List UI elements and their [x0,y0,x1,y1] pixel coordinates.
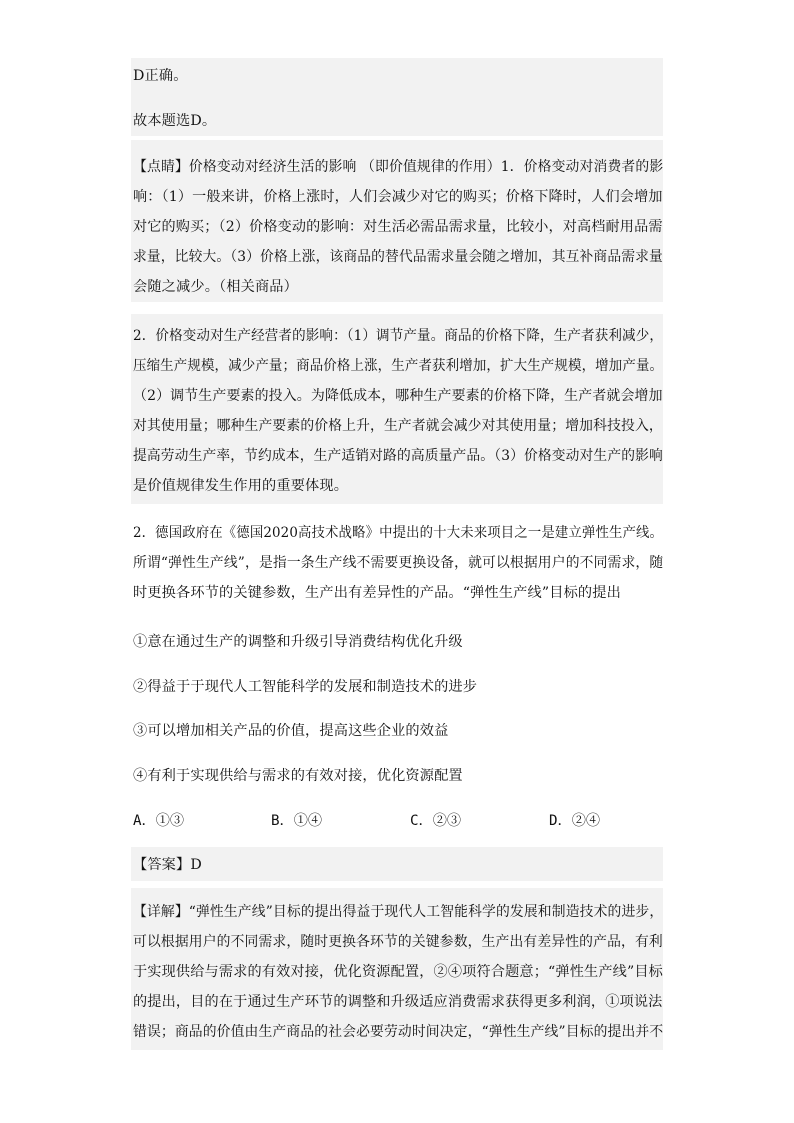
note-line: 【点睛】价格变动对经济生活的影响 （即价值规律的作用）1．价格变动对消费者的影 [133,159,664,175]
explanation-line: 故本题选D。 [133,113,217,129]
statement-3: ③可以增加相关产品的价值，提高这些企业的效益 [133,723,449,739]
statement-1: ①意在通过生产的调整和升级引导消费结构优化升级 [133,634,463,650]
detail-line: 的提出，目的在于通过生产环节的调整和升级适应消费需求获得更多利润，①项说法 [133,994,663,1010]
statement-2: ②得益于于现代人工智能科学的发展和制造技术的进步 [133,679,478,695]
option-b: B．①④ [271,813,323,829]
explanation-line: D正确。 [133,68,188,84]
detail-line: 错误；商品的价值由生产商品的社会必要劳动时间决定，“弹性生产线”目标的提出并不 [133,1024,664,1040]
answer-line: 【答案】D [133,857,202,873]
point2-line: 提高劳动生产率，节约成本，生产适销对路的高质量产品。（3）价格变动对生产的影响 [133,448,663,464]
option-d: D．②④ [549,813,601,829]
question-stem-line: 所谓“弹性生产线”，是指一条生产线不需要更换设备，就可以根据用户的不同需求，随 [133,555,664,571]
point2-line: 2．价格变动对生产经营者的影响：（1）调节产量。商品的价格下降，生产者获利减少， [133,328,664,344]
point2-line: 对其使用量；哪种生产要素的价格上升，生产者就会减少对其使用量；增加科技投入， [133,418,663,434]
statement-4: ④有利于实现供给与需求的有效对接，优化资源配置 [133,768,463,784]
question-stem-line: 时更换各环节的关键参数，生产出有差异性的产品。“弹性生产线”目标的提出 [133,585,621,601]
detail-line: 可以根据用户的不同需求，随时更换各环节的关键参数，生产出有差异性的产品，有利 [133,934,663,950]
note-line: 会随之减少。（相关商品） [133,279,298,295]
option-a: A．①③ [133,813,185,829]
note-line: 求量，比较大。（3）价格上涨，该商品的替代品需求量会随之增加，其互补商品需求量 [133,249,663,265]
point2-line: 是价值规律发生作用的重要体现。 [133,478,349,494]
point2-line: 压缩生产规模，减少产量；商品价格上涨，生产者获利增加，扩大生产规模，增加产量。 [133,358,664,374]
detail-line: 于实现供给与需求的有效对接，优化资源配置，②④项符合题意；“弹性生产线”目标 [133,964,663,980]
shaded-band [131,58,663,104]
detail-line: 【详解】“弹性生产线”目标的提出得益于现代人工智能科学的发展和制造技术的进步， [133,904,664,920]
note-line: 响：（1）一般来讲，价格上涨时，人们会减少对它的购买；价格下降时，人们会增加 [133,189,663,205]
option-c: C．②③ [410,813,462,829]
point2-line: （2）调节生产要素的投入。为降低成本，哪种生产要素的价格下降，生产者就会增加 [133,388,663,404]
question-stem-line: 2．德国政府在《德国2020高技术战略》中提出的十大未来项目之一是建立弹性生产线。 [133,525,664,541]
note-line: 对它的购买；（2）价格变动的影响：对生活必需品需求量，比较小，对高档耐用品需 [133,219,663,235]
shaded-band [131,847,663,881]
